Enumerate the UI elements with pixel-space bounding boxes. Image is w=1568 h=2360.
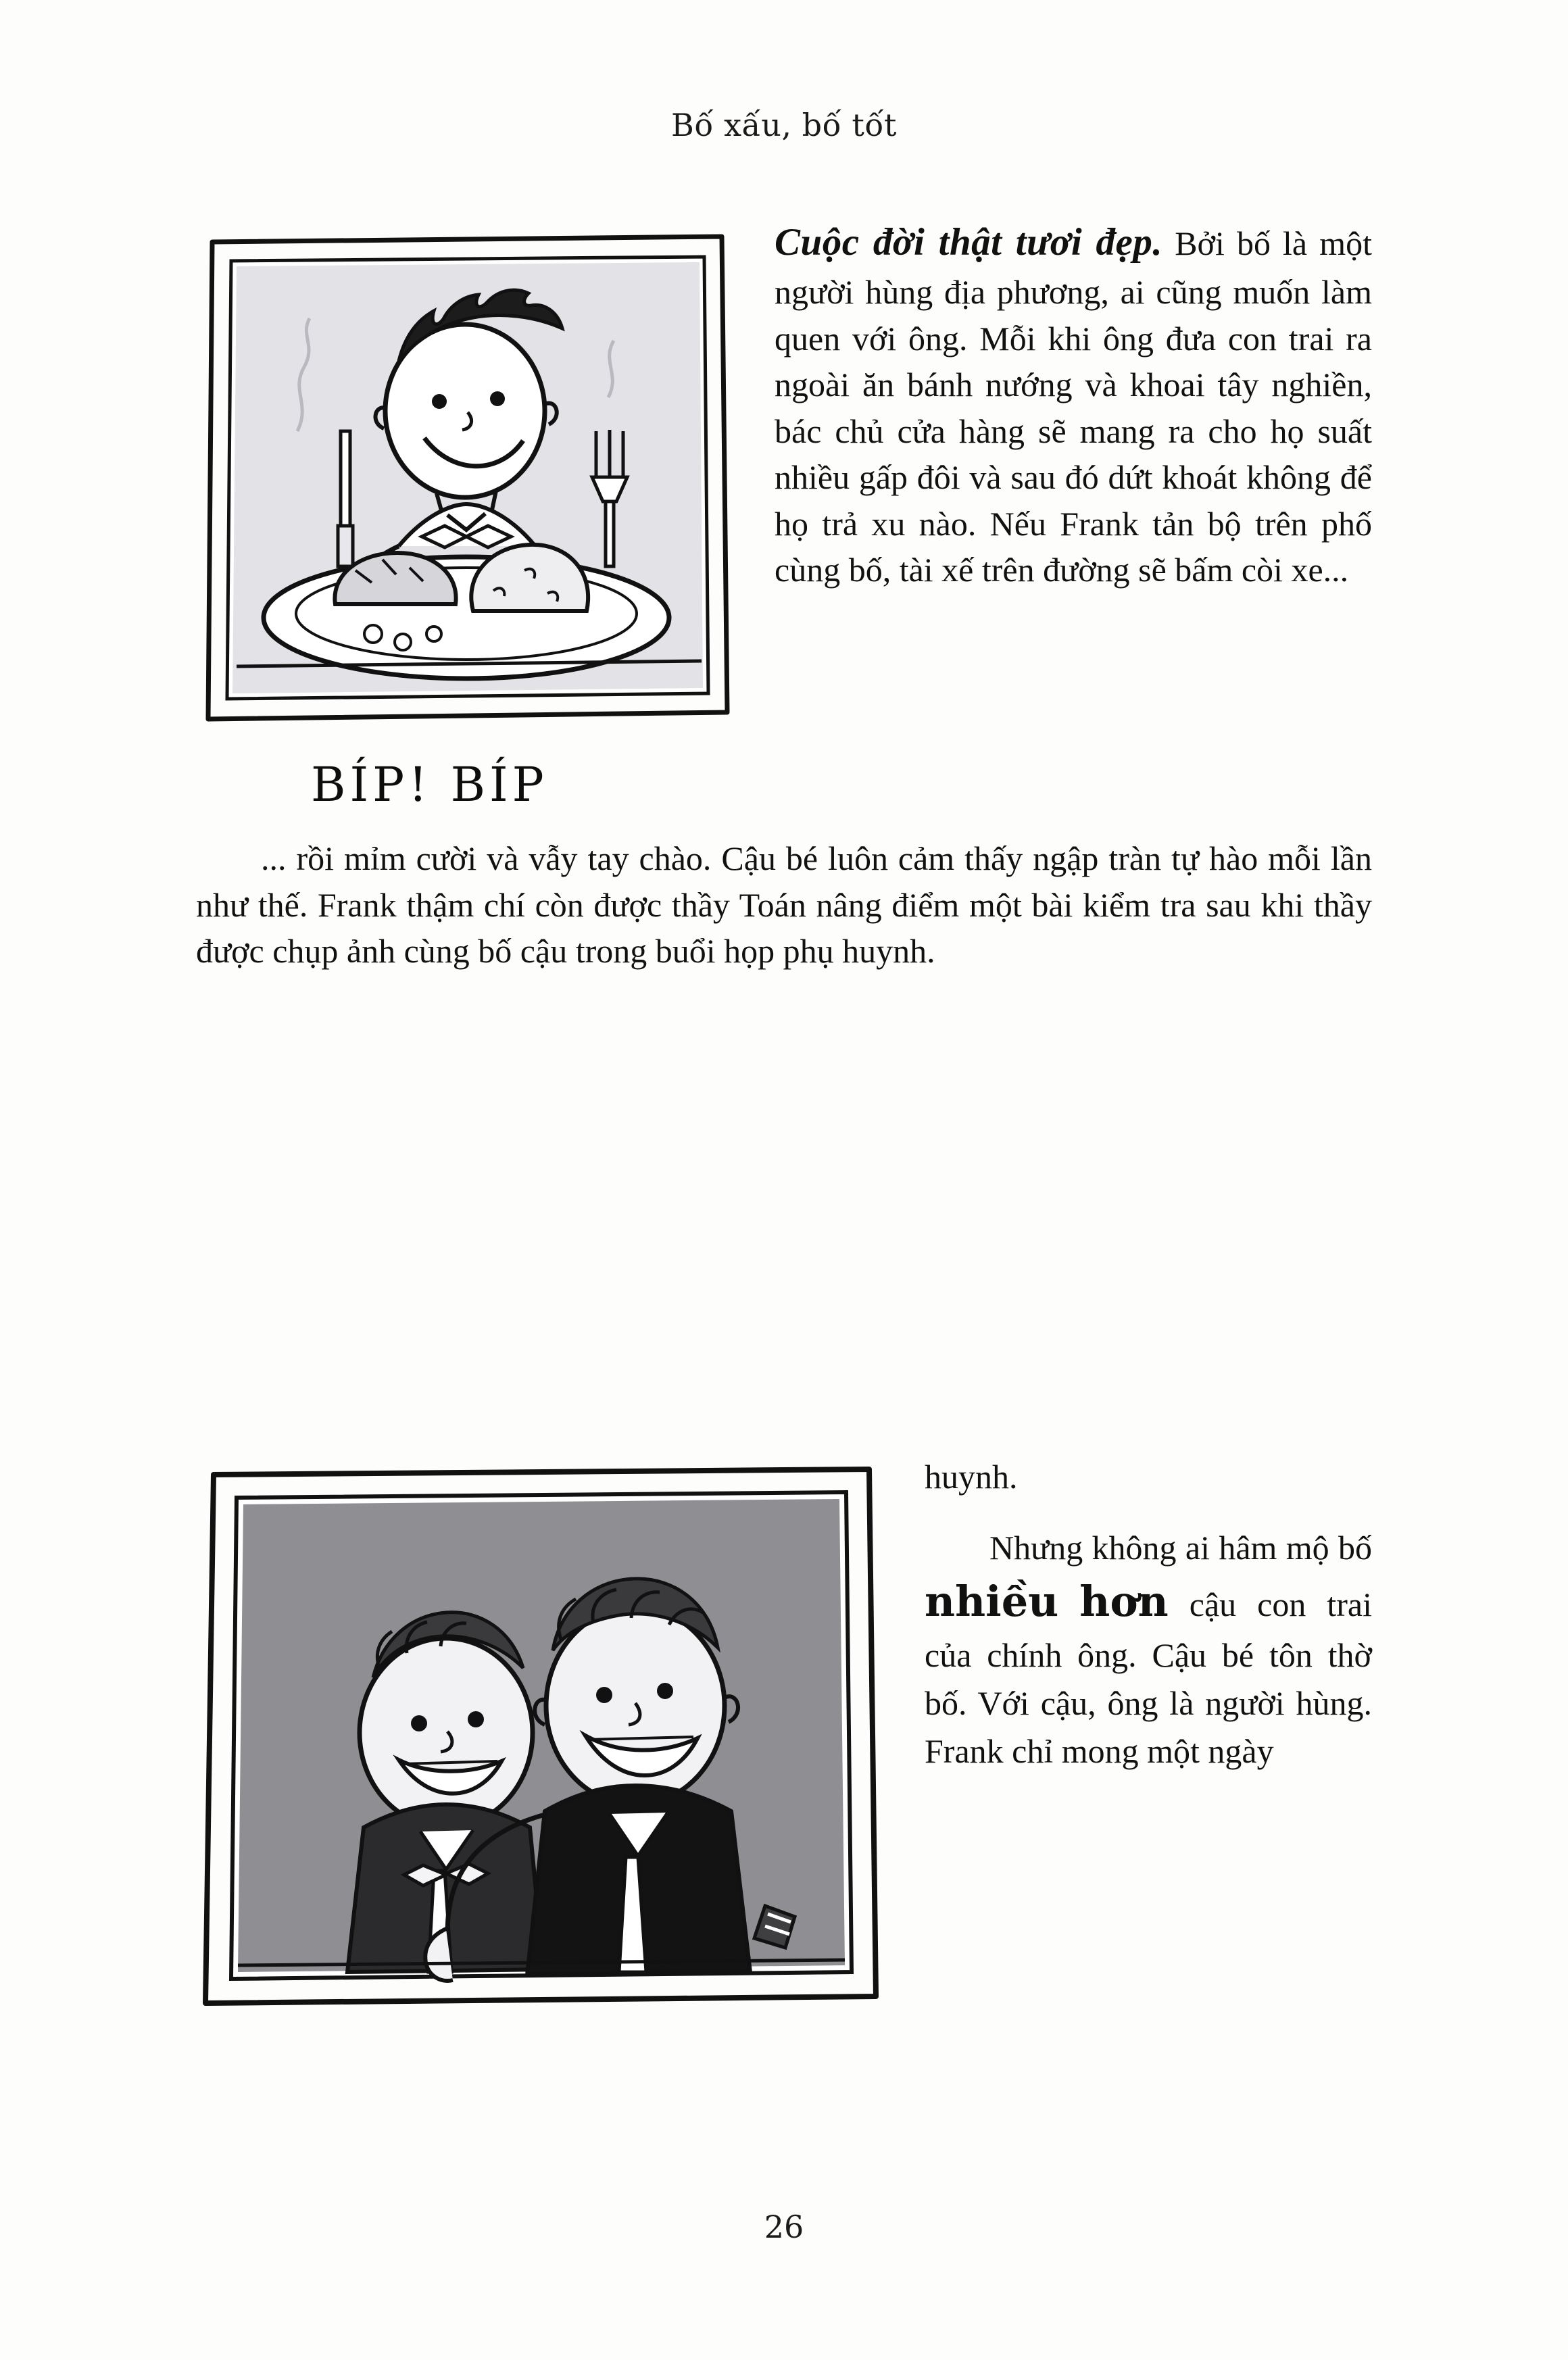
opening-paragraph-rest: Bởi bố là một người hùng địa phương, ai cũng muốn làm quen với ông. Mỗi khi ông đưa con trai ra ngoài ăn bánh nướng và khoai tây nghiền, bác chủ cửa hàng sẽ mang ra cho họ suất nhiều gấp đôi và sau đó dứt khoát không để họ trả xu nào. Nếu Frank tản bộ trên phố cùng bố, tài xế trên đường sẽ bấm còi xe...	[775, 224, 1372, 589]
lead-sentence: Cuộc đời thật tươi đẹp.	[775, 221, 1163, 264]
paragraph-3-part-a: Nhưng không ai hâm mộ bố	[989, 1529, 1372, 1567]
paragraph-3-tail: huynh.	[925, 1458, 1018, 1496]
text-column	[196, 216, 1372, 975]
sound-effect-text: BÍP! BÍP	[311, 757, 548, 812]
running-head: Bố xấu, bố tốt	[671, 107, 897, 143]
lower-text-block	[196, 1453, 1372, 2014]
paragraph-2: ... rồi mỉm cười và vẫy tay chào. Cậu bé luôn cảm thấy ngập tràn tự hào mỗi lần như thế. Frank thậm chí còn được thầy Toán nâng điểm một bài kiểm tra sau khi thầy được chụp ảnh cùng bố cậu trong buổi họp phụ huynh.	[196, 839, 1372, 970]
paragraph-3-part-b: cậu con trai của chính ông. Cậu bé tôn thờ bố. Với cậu, ông là người hùng. Frank chỉ mong một ngày	[925, 1585, 1373, 1771]
illustration-father-and-son	[196, 1462, 885, 2010]
page-number: 26	[764, 2209, 804, 2245]
opening-paragraph-block	[196, 216, 1372, 730]
emphasis-word-nhieu: nhiều	[925, 1577, 1059, 1626]
emphasis-word-hon: hơn	[1079, 1577, 1169, 1626]
illustration-boy-eating	[196, 228, 737, 729]
